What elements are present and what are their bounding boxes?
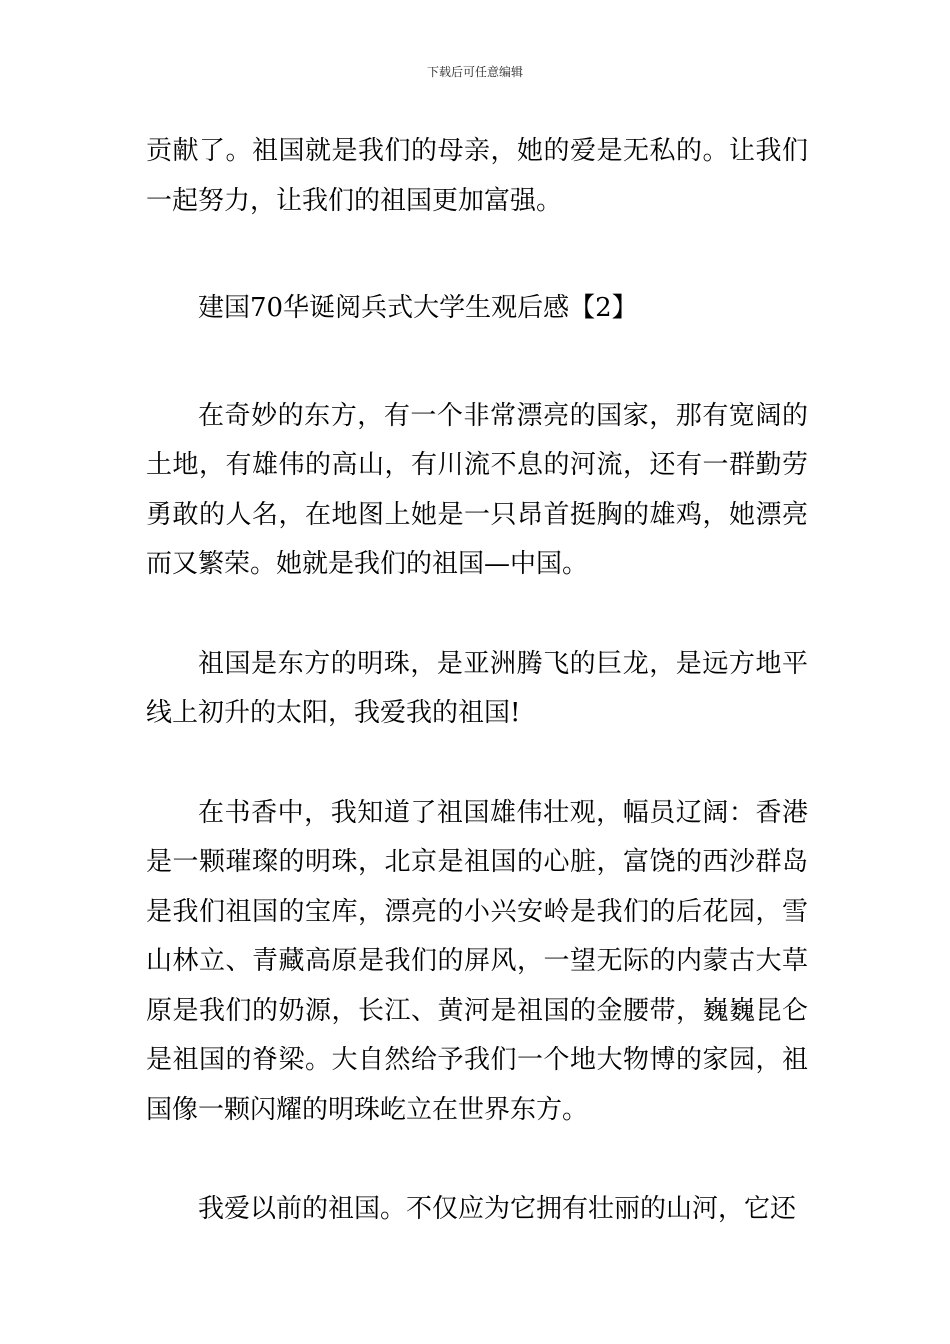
page-header: 下载后可任意编辑 [426, 65, 523, 79]
paragraph: 在书香中，我知道了祖国雄伟壮观，幅员辽阔：香港是一颗璀璨的明珠，北京是祖国的心脏，富饶的西沙群岛是我们祖国的宝库，漂亮的小兴安岭是我们的后花园，雪山林立、青藏高原是我们的屏风，一望无际的内蒙古大草原是我们的奶源，长江、黄河是祖国的金腰带，巍巍昆仑是祖国的脊梁。大自然给予我们一个地大物博的家园，祖国像一颗闪耀的明珠屹立在世界东方。 [146, 797, 808, 1125]
paragraph-gap [146, 739, 808, 789]
paragraph: 在奇妙的东方，有一个非常漂亮的国家，那有宽阔的土地，有雄伟的高山，有川流不息的河流，还有一群勤劳勇敢的人名，在地图上她是一只昂首挺胸的雄鸡，她漂亮而又繁荣。她就是我们的祖国—中国。 [146, 400, 808, 579]
paragraph-gap [146, 226, 808, 284]
paragraph: 祖国是东方的明珠，是亚洲腾飞的巨龙，是远方地平线上初升的太阳，我爱我的祖国! [146, 648, 808, 728]
document-body [146, 127, 808, 1235]
paragraph: 我爱以前的祖国。不仅应为它拥有壮丽的山河，它还 [198, 1194, 797, 1224]
section-title: 建国70华诞阅兵式大学生观后感【2】 [198, 293, 638, 323]
paragraph-gap [146, 334, 808, 392]
paragraph-gap [146, 1135, 808, 1185]
paragraph-continuation: 贡献了。祖国就是我们的母亲，她的爱是无私的。让我们一起努力，让我们的祖国更加富强。 [146, 136, 808, 216]
paragraph-gap [146, 590, 808, 640]
